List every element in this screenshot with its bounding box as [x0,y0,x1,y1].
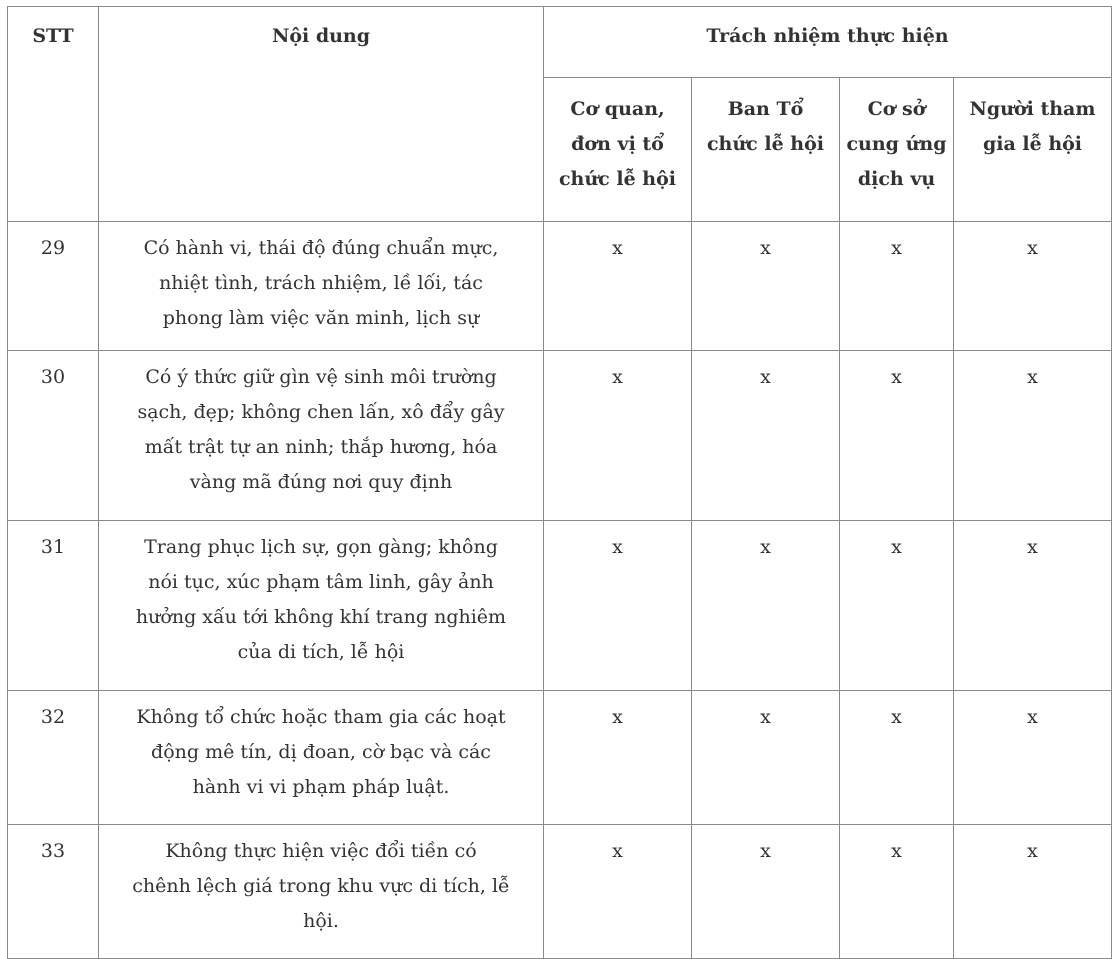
header-organizing-agency [544,78,692,222]
content-line: phong làm việc văn minh, lịch sự [162,307,480,329]
header-line: Cơ quan, [570,98,665,120]
mark-service-providers: x [840,825,954,959]
header-line: Người tham [969,98,1096,120]
row-stt: 30 [8,351,99,521]
content-line: nhiệt tình, trách nhiệm, lề lối, tác [159,272,483,294]
mark-organizing-board: x [692,691,840,825]
header-line: chức lễ hội [558,168,676,190]
content-line: mất trật tự an ninh; thắp hương, hóa [144,436,498,458]
row-content [99,691,544,825]
header-line: gia lễ hội [982,133,1083,155]
header-participants [954,78,1112,222]
mark-participants: x [954,351,1112,521]
mark-service-providers: x [840,222,954,351]
mark-participants: x [954,691,1112,825]
content-line: vàng mã đúng nơi quy định [189,471,453,493]
mark-organizing-agency: x [544,351,692,521]
content-line: hội. [303,910,339,932]
header-content: Nội dung [99,7,544,222]
header-line: Cơ sở [867,98,926,120]
row-stt: 29 [8,222,99,351]
header-service-providers [840,78,954,222]
mark-participants: x [954,222,1112,351]
content-line: sạch, đẹp; không chen lấn, xô đẩy gây [137,401,505,423]
header-stt: STT [8,7,99,222]
table-header [8,7,1112,222]
table-row [8,521,1112,691]
responsibility-table [7,6,1112,959]
table-row [8,825,1112,959]
table-row [8,691,1112,825]
header-line: cung ứng [846,133,947,155]
header-line: chức lễ hội [706,133,824,155]
header-line: dịch vụ [857,168,936,190]
mark-organizing-board: x [692,521,840,691]
mark-organizing-board: x [692,825,840,959]
row-stt: 33 [8,825,99,959]
row-content [99,351,544,521]
content-line: chênh lệch giá trong khu vực di tích, lễ [132,875,510,897]
mark-service-providers: x [840,521,954,691]
content-line: Có hành vi, thái độ đúng chuẩn mực, [143,237,499,259]
header-line: Ban Tổ [727,98,804,120]
content-line: hưởng xấu tới không khí trang nghiêm [135,606,507,628]
header-responsibility: Trách nhiệm thực hiện [544,7,1112,78]
table-row [8,351,1112,521]
row-stt: 32 [8,691,99,825]
row-content [99,521,544,691]
mark-service-providers: x [840,351,954,521]
content-line: Trang phục lịch sự, gọn gàng; không [144,536,498,558]
table-body [8,222,1112,959]
content-line: Có ý thức giữ gìn vệ sinh môi trường [145,366,497,388]
mark-organizing-board: x [692,222,840,351]
table-row [8,222,1112,351]
header-organizing-board [692,78,840,222]
header-line: đơn vị tổ [571,133,664,155]
content-line: nói tục, xúc phạm tâm linh, gây ảnh [148,571,494,593]
row-content [99,222,544,351]
mark-organizing-agency: x [544,691,692,825]
content-line: Không thực hiện việc đổi tiền có [165,840,477,862]
mark-organizing-agency: x [544,825,692,959]
content-line: của di tích, lễ hội [237,641,405,663]
mark-participants: x [954,521,1112,691]
mark-organizing-agency: x [544,222,692,351]
row-stt: 31 [8,521,99,691]
content-line: hành vi vi phạm pháp luật. [192,776,450,798]
content-line: động mê tín, dị đoan, cờ bạc và các [151,741,491,763]
mark-service-providers: x [840,691,954,825]
row-content [99,825,544,959]
mark-organizing-board: x [692,351,840,521]
mark-participants: x [954,825,1112,959]
mark-organizing-agency: x [544,521,692,691]
content-line: Không tổ chức hoặc tham gia các hoạt [136,706,506,728]
